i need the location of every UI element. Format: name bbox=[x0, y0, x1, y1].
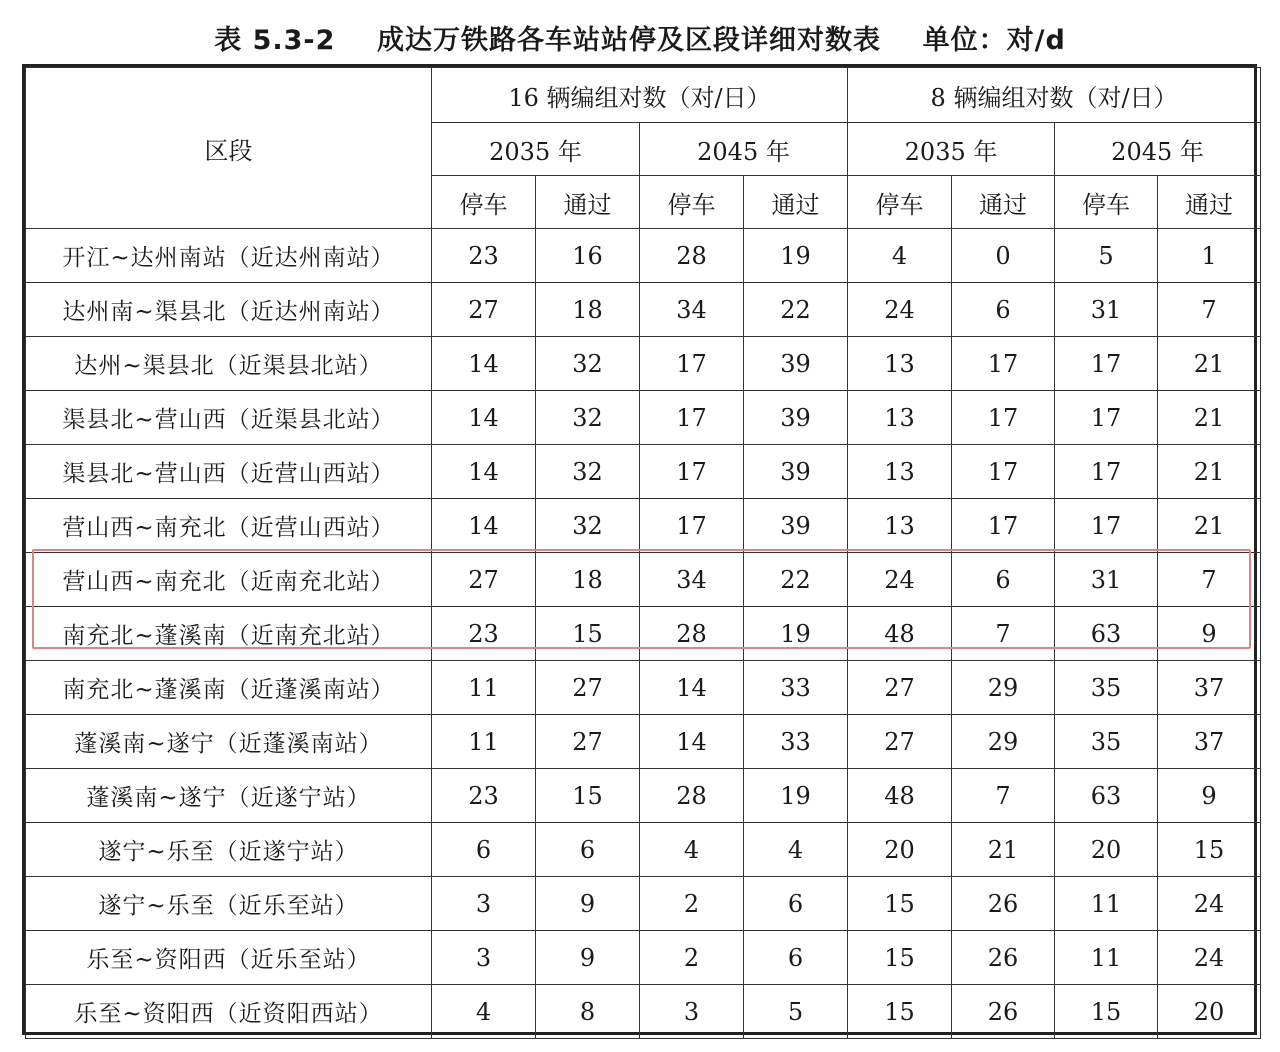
pass-header: 通过 bbox=[536, 176, 640, 229]
table-row bbox=[26, 877, 1261, 931]
value-cell: 17 bbox=[1055, 391, 1158, 445]
value-cell: 15 bbox=[1158, 823, 1261, 877]
value-cell: 14 bbox=[640, 661, 744, 715]
group-16-header: 16 辆编组对数（对/日） bbox=[432, 68, 848, 123]
value-cell: 37 bbox=[1158, 715, 1261, 769]
value-cell: 3 bbox=[432, 931, 536, 985]
value-cell: 4 bbox=[744, 823, 848, 877]
table-row bbox=[26, 499, 1261, 553]
value-cell: 17 bbox=[952, 499, 1055, 553]
value-cell: 21 bbox=[952, 823, 1055, 877]
value-cell: 24 bbox=[848, 553, 952, 607]
value-cell: 22 bbox=[744, 553, 848, 607]
value-cell: 27 bbox=[848, 661, 952, 715]
table-row bbox=[26, 661, 1261, 715]
value-cell: 15 bbox=[848, 931, 952, 985]
value-cell: 32 bbox=[536, 337, 640, 391]
value-cell: 21 bbox=[1158, 391, 1261, 445]
value-cell: 11 bbox=[432, 661, 536, 715]
value-cell: 15 bbox=[848, 877, 952, 931]
value-cell: 4 bbox=[640, 823, 744, 877]
value-cell: 23 bbox=[432, 769, 536, 823]
segment-cell: 营山西~南充北（近南充北站） bbox=[26, 553, 432, 607]
value-cell: 31 bbox=[1055, 553, 1158, 607]
value-cell: 14 bbox=[432, 337, 536, 391]
value-cell: 29 bbox=[952, 661, 1055, 715]
value-cell: 35 bbox=[1055, 661, 1158, 715]
value-cell: 19 bbox=[744, 607, 848, 661]
value-cell: 0 bbox=[952, 229, 1055, 283]
value-cell: 39 bbox=[744, 391, 848, 445]
value-cell: 5 bbox=[1055, 229, 1158, 283]
value-cell: 19 bbox=[744, 769, 848, 823]
value-cell: 18 bbox=[536, 553, 640, 607]
value-cell: 6 bbox=[536, 823, 640, 877]
value-cell: 34 bbox=[640, 283, 744, 337]
year-header: 2045 年 bbox=[640, 123, 848, 176]
value-cell: 4 bbox=[848, 229, 952, 283]
data-table-frame bbox=[22, 64, 1257, 1035]
segment-cell: 渠县北~营山西（近营山西站） bbox=[26, 445, 432, 499]
year-header: 2045 年 bbox=[1055, 123, 1261, 176]
value-cell: 1 bbox=[1158, 229, 1261, 283]
year-header: 2035 年 bbox=[848, 123, 1055, 176]
value-cell: 26 bbox=[952, 931, 1055, 985]
value-cell: 18 bbox=[536, 283, 640, 337]
value-cell: 39 bbox=[744, 499, 848, 553]
value-cell: 14 bbox=[432, 499, 536, 553]
value-cell: 20 bbox=[848, 823, 952, 877]
value-cell: 23 bbox=[432, 607, 536, 661]
value-cell: 37 bbox=[1158, 661, 1261, 715]
value-cell: 27 bbox=[536, 715, 640, 769]
value-cell: 2 bbox=[640, 877, 744, 931]
segment-cell: 营山西~南充北（近营山西站） bbox=[26, 499, 432, 553]
value-cell: 13 bbox=[848, 499, 952, 553]
value-cell: 14 bbox=[432, 391, 536, 445]
value-cell: 4 bbox=[432, 985, 536, 1039]
value-cell: 9 bbox=[1158, 769, 1261, 823]
segment-cell: 南充北~蓬溪南（近南充北站） bbox=[26, 607, 432, 661]
value-cell: 20 bbox=[1158, 985, 1261, 1039]
segment-cell: 开江~达州南站（近达州南站） bbox=[26, 229, 432, 283]
value-cell: 2 bbox=[640, 931, 744, 985]
value-cell: 27 bbox=[432, 283, 536, 337]
segment-cell: 渠县北~营山西（近渠县北站） bbox=[26, 391, 432, 445]
value-cell: 17 bbox=[640, 445, 744, 499]
value-cell: 7 bbox=[1158, 553, 1261, 607]
segment-cell: 乐至~资阳西（近乐至站） bbox=[26, 931, 432, 985]
segment-header: 区段 bbox=[26, 68, 432, 229]
value-cell: 34 bbox=[640, 553, 744, 607]
table-body bbox=[26, 229, 1261, 1039]
value-cell: 9 bbox=[536, 877, 640, 931]
stop-header: 停车 bbox=[640, 176, 744, 229]
table-row bbox=[26, 769, 1261, 823]
segment-cell: 乐至~资阳西（近资阳西站） bbox=[26, 985, 432, 1039]
value-cell: 31 bbox=[1055, 283, 1158, 337]
value-cell: 3 bbox=[432, 877, 536, 931]
table-row bbox=[26, 715, 1261, 769]
stop-header: 停车 bbox=[848, 176, 952, 229]
value-cell: 17 bbox=[1055, 445, 1158, 499]
value-cell: 15 bbox=[536, 769, 640, 823]
value-cell: 35 bbox=[1055, 715, 1158, 769]
table-row bbox=[26, 823, 1261, 877]
value-cell: 17 bbox=[640, 337, 744, 391]
value-cell: 13 bbox=[848, 337, 952, 391]
value-cell: 48 bbox=[848, 769, 952, 823]
segment-cell: 达州南~渠县北（近达州南站） bbox=[26, 283, 432, 337]
value-cell: 15 bbox=[536, 607, 640, 661]
value-cell: 23 bbox=[432, 229, 536, 283]
value-cell: 17 bbox=[952, 337, 1055, 391]
segment-cell: 达州~渠县北（近渠县北站） bbox=[26, 337, 432, 391]
value-cell: 26 bbox=[952, 877, 1055, 931]
value-cell: 29 bbox=[952, 715, 1055, 769]
value-cell: 17 bbox=[1055, 337, 1158, 391]
value-cell: 9 bbox=[1158, 607, 1261, 661]
value-cell: 6 bbox=[744, 931, 848, 985]
value-cell: 63 bbox=[1055, 769, 1158, 823]
group-8-header: 8 辆编组对数（对/日） bbox=[848, 68, 1261, 123]
value-cell: 48 bbox=[848, 607, 952, 661]
value-cell: 8 bbox=[536, 985, 640, 1039]
pass-header: 通过 bbox=[952, 176, 1055, 229]
value-cell: 6 bbox=[744, 877, 848, 931]
segment-cell: 遂宁~乐至（近乐至站） bbox=[26, 877, 432, 931]
value-cell: 28 bbox=[640, 229, 744, 283]
value-cell: 24 bbox=[1158, 931, 1261, 985]
value-cell: 28 bbox=[640, 607, 744, 661]
pass-header: 通过 bbox=[744, 176, 848, 229]
value-cell: 33 bbox=[744, 715, 848, 769]
value-cell: 17 bbox=[1055, 499, 1158, 553]
value-cell: 21 bbox=[1158, 445, 1261, 499]
value-cell: 27 bbox=[848, 715, 952, 769]
value-cell: 32 bbox=[536, 391, 640, 445]
value-cell: 5 bbox=[744, 985, 848, 1039]
table-row bbox=[26, 229, 1261, 283]
segment-cell: 南充北~蓬溪南（近蓬溪南站） bbox=[26, 661, 432, 715]
pass-header: 通过 bbox=[1158, 176, 1261, 229]
table-row bbox=[26, 553, 1261, 607]
value-cell: 14 bbox=[432, 445, 536, 499]
value-cell: 24 bbox=[1158, 877, 1261, 931]
value-cell: 17 bbox=[640, 391, 744, 445]
value-cell: 19 bbox=[744, 229, 848, 283]
value-cell: 27 bbox=[432, 553, 536, 607]
value-cell: 14 bbox=[640, 715, 744, 769]
table-row bbox=[26, 985, 1261, 1039]
table-row bbox=[26, 337, 1261, 391]
value-cell: 27 bbox=[536, 661, 640, 715]
value-cell: 17 bbox=[952, 445, 1055, 499]
value-cell: 26 bbox=[952, 985, 1055, 1039]
table-row bbox=[26, 931, 1261, 985]
segment-cell: 遂宁~乐至（近遂宁站） bbox=[26, 823, 432, 877]
value-cell: 28 bbox=[640, 769, 744, 823]
value-cell: 17 bbox=[952, 391, 1055, 445]
table-title: 表 5.3-2 成达万铁路各车站站停及区段详细对数表 单位：对/d bbox=[214, 25, 1066, 56]
value-cell: 32 bbox=[536, 499, 640, 553]
value-cell: 6 bbox=[952, 283, 1055, 337]
value-cell: 39 bbox=[744, 445, 848, 499]
table-row bbox=[26, 283, 1261, 337]
value-cell: 11 bbox=[1055, 931, 1158, 985]
value-cell: 9 bbox=[536, 931, 640, 985]
value-cell: 13 bbox=[848, 391, 952, 445]
year-header: 2035 年 bbox=[432, 123, 640, 176]
segment-cell: 蓬溪南~遂宁（近蓬溪南站） bbox=[26, 715, 432, 769]
value-cell: 20 bbox=[1055, 823, 1158, 877]
table-row bbox=[26, 391, 1261, 445]
table-row bbox=[26, 607, 1261, 661]
segment-cell: 蓬溪南~遂宁（近遂宁站） bbox=[26, 769, 432, 823]
value-cell: 32 bbox=[536, 445, 640, 499]
value-cell: 22 bbox=[744, 283, 848, 337]
stop-header: 停车 bbox=[1055, 176, 1158, 229]
value-cell: 11 bbox=[432, 715, 536, 769]
value-cell: 6 bbox=[432, 823, 536, 877]
value-cell: 17 bbox=[640, 499, 744, 553]
value-cell: 63 bbox=[1055, 607, 1158, 661]
data-table bbox=[25, 67, 1261, 1039]
value-cell: 15 bbox=[848, 985, 952, 1039]
value-cell: 33 bbox=[744, 661, 848, 715]
stop-header: 停车 bbox=[432, 176, 536, 229]
value-cell: 39 bbox=[744, 337, 848, 391]
table-row bbox=[26, 445, 1261, 499]
value-cell: 13 bbox=[848, 445, 952, 499]
value-cell: 6 bbox=[952, 553, 1055, 607]
value-cell: 11 bbox=[1055, 877, 1158, 931]
value-cell: 21 bbox=[1158, 499, 1261, 553]
value-cell: 3 bbox=[640, 985, 744, 1039]
value-cell: 7 bbox=[1158, 283, 1261, 337]
value-cell: 16 bbox=[536, 229, 640, 283]
value-cell: 15 bbox=[1055, 985, 1158, 1039]
value-cell: 21 bbox=[1158, 337, 1261, 391]
value-cell: 7 bbox=[952, 607, 1055, 661]
value-cell: 7 bbox=[952, 769, 1055, 823]
value-cell: 24 bbox=[848, 283, 952, 337]
